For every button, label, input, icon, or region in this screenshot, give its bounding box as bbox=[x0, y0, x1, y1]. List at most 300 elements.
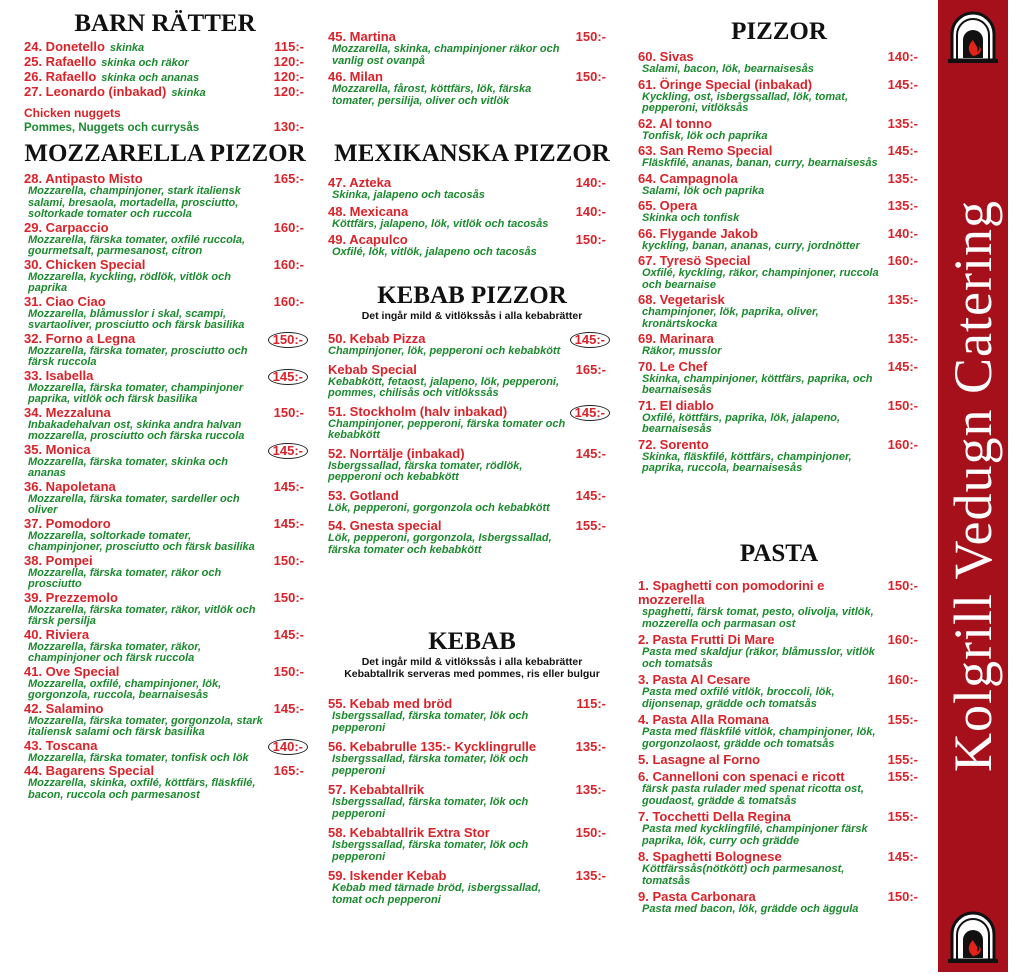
item-price: 135:- bbox=[575, 739, 606, 754]
oven-icon bbox=[944, 4, 1002, 64]
item-name: 30. Chicken Special bbox=[24, 256, 146, 272]
menu-item bbox=[638, 117, 924, 143]
menu-item-row bbox=[328, 826, 612, 840]
item-name: 7. Tocchetti Della Regina bbox=[638, 809, 791, 824]
item-desc: Kyckling, ost, isbergssallad, lök, tomat, pepperoni, vitlöksås bbox=[642, 90, 849, 114]
item-price: 165:- bbox=[273, 763, 304, 778]
item-price: 135:- bbox=[887, 198, 918, 213]
item-desc: Isbergssallad, färska tomater, lök och pepperoni bbox=[332, 753, 529, 777]
item-inline-desc: skinka bbox=[171, 87, 206, 99]
menu-item-row bbox=[24, 517, 310, 531]
item-price: 130:- bbox=[273, 119, 304, 134]
item-price: 120:- bbox=[273, 84, 304, 99]
item-desc: Mozzarella, färska tomater, räkor, vitlök och färsk persilja bbox=[28, 603, 256, 627]
item-price: 140:- bbox=[887, 49, 918, 64]
menu-item-row bbox=[328, 176, 612, 190]
item-price: 155:- bbox=[575, 518, 606, 533]
menu-item bbox=[24, 258, 310, 295]
side-banner bbox=[938, 0, 1008, 972]
menu-item bbox=[638, 713, 924, 750]
item-desc: Mozzarella, färska tomater, prosciutto och färsk ruccola bbox=[28, 344, 248, 368]
menu-item bbox=[24, 85, 310, 100]
item-name: 57. Kebabtallrik bbox=[328, 782, 425, 797]
menu-item-row bbox=[638, 360, 924, 374]
menu-item-row bbox=[24, 40, 310, 55]
kebabpizza-list bbox=[328, 332, 612, 561]
item-price: 150:- bbox=[887, 578, 918, 593]
item-desc: Pasta med skaldjur (räkor, blåmusslor, vitlök och tomatsås bbox=[642, 646, 875, 670]
item-price: 140:- bbox=[887, 225, 918, 241]
menu-item bbox=[328, 869, 612, 906]
menu-item bbox=[638, 673, 924, 710]
menu-item-row bbox=[24, 295, 310, 309]
item-name: 71. El diablo bbox=[638, 397, 714, 413]
item-name: Kebab Special bbox=[328, 361, 417, 377]
item-price: 150:- bbox=[575, 825, 606, 840]
item-price: 150:- bbox=[268, 332, 308, 348]
item-price: 135:- bbox=[887, 170, 918, 186]
item-name: 26. Rafaello bbox=[24, 69, 97, 84]
item-desc: Kebabkött, fetaost, jalapeno, lök, pepperoni, pommes, chilisås och vitlökssås bbox=[328, 375, 560, 399]
menu-item bbox=[638, 438, 924, 475]
item-desc: Mozzarella, färska tomater, skinka och ananas bbox=[28, 455, 228, 479]
menu-item-row bbox=[638, 144, 924, 158]
item-desc: Mozzarella, skinka, champinjoner räkor och vanlig ost ovanpå bbox=[332, 43, 560, 67]
item-price: 155:- bbox=[887, 809, 918, 824]
item-desc: Inbakadehalvan ost, skinka andra halvan mozzarella, prosciutto och färska ruccola bbox=[28, 418, 245, 442]
item-desc: Skinka, jalapeno och tacosås bbox=[332, 189, 485, 201]
item-desc: Isbergssallad, färska tomater, lök och pepperoni bbox=[332, 710, 529, 734]
item-price: 160:- bbox=[273, 293, 304, 309]
item-price: 145:- bbox=[273, 700, 304, 716]
item-price: 120:- bbox=[273, 69, 304, 84]
menu-item bbox=[24, 764, 310, 801]
menu-item-row bbox=[638, 227, 924, 241]
menu-item bbox=[638, 332, 924, 358]
item-desc: Mozzarella, fårost, köttfärs, lök, färska tomater, persilija, oliver och vitlök bbox=[332, 83, 532, 107]
item-name: 46. Milan bbox=[328, 69, 383, 84]
item-name: 25. Rafaello bbox=[24, 54, 97, 69]
item-desc: Mozzarella, blåmusslor i skal, scampi, svartaoliver, prosciutto och färsk basilika bbox=[28, 307, 245, 331]
menu-item-row bbox=[328, 869, 612, 883]
item-name: 66. Flygande Jakob bbox=[638, 225, 758, 241]
item-price: 150:- bbox=[575, 29, 606, 44]
item-desc: Mozzarella, champinjoner, stark italiensk salami, bresaola, mortadella, prosciutto, soltorkade tomater och ruccola bbox=[28, 185, 241, 220]
menu-item bbox=[638, 850, 924, 887]
item-price: 155:- bbox=[887, 769, 918, 784]
item-price: 145:- bbox=[887, 358, 918, 374]
pasta-list bbox=[638, 579, 924, 919]
item-name: 29. Carpaccio bbox=[24, 219, 109, 235]
menu-item-row bbox=[24, 628, 310, 642]
menu-item-row bbox=[328, 740, 612, 754]
pizzor-list bbox=[638, 50, 924, 477]
item-name: 38. Pompei bbox=[24, 552, 93, 568]
menu-item bbox=[638, 890, 924, 916]
menu-item bbox=[638, 144, 924, 170]
item-name: 59. Iskender Kebab bbox=[328, 868, 447, 883]
menu-item-row bbox=[24, 764, 310, 778]
item-price: 160:- bbox=[887, 436, 918, 452]
menu-item-row bbox=[638, 254, 924, 268]
item-desc: Mozzarella, färska tomater, champinjoner paprika, vitlök och färsk basilika bbox=[28, 381, 244, 405]
item-name: 67. Tyresö Special bbox=[638, 253, 751, 268]
item-desc: Fläskfilé, ananas, banan, curry, bearnaisesås bbox=[642, 157, 878, 169]
menu-item-row bbox=[638, 399, 924, 413]
item-desc: Mozzarella, oxfilé, champinjoner, lök, gorgonzola, ruccola, bearnaisesås bbox=[28, 677, 222, 701]
menu-item bbox=[24, 628, 310, 665]
item-name: 3. Pasta Al Cesare bbox=[638, 672, 751, 687]
menu-item bbox=[24, 702, 310, 739]
item-name: 61. Öringe Special (inbakad) bbox=[638, 76, 813, 92]
section-title-pasta: PASTA bbox=[739, 540, 819, 567]
menu-item-row bbox=[638, 293, 924, 307]
menu-item-row bbox=[24, 172, 310, 186]
item-desc: Mozzarella, färska tomater, oxfilé ruccola, gourmetsalt, parmesanost, citron bbox=[28, 233, 246, 257]
item-name: 68. Vegetarisk bbox=[638, 292, 725, 307]
menu-item-row bbox=[328, 447, 612, 461]
item-desc: Isbergssallad, färska tomater, lök och pepperoni bbox=[332, 796, 529, 820]
menu-item bbox=[328, 519, 612, 556]
item-price: 145:- bbox=[273, 626, 304, 642]
item-desc: Oxfilé, lök, vitlök, jalapeno och tacosås bbox=[332, 246, 537, 258]
item-price: 145:- bbox=[575, 445, 606, 461]
menu-item-row bbox=[24, 258, 310, 272]
item-name: 42. Salamino bbox=[24, 700, 104, 716]
item-price: 160:- bbox=[887, 672, 918, 687]
menu-item-row bbox=[638, 332, 924, 346]
menu-item bbox=[638, 360, 924, 397]
item-name: 70. Le Chef bbox=[638, 358, 708, 374]
item-name: 48. Mexicana bbox=[328, 203, 409, 219]
item-price: 160:- bbox=[887, 632, 918, 647]
menu-item-row bbox=[638, 199, 924, 213]
menu-item-row bbox=[24, 406, 310, 420]
item-price: 145:- bbox=[570, 332, 610, 348]
menu-item-row bbox=[638, 579, 924, 607]
item-name: 51. Stockholm (halv inbakad) bbox=[328, 403, 508, 419]
item-price: 120:- bbox=[273, 54, 304, 69]
item-price: 115:- bbox=[576, 696, 606, 711]
menu-item-row bbox=[638, 673, 924, 687]
menu-item-row bbox=[638, 810, 924, 824]
item-price: 135:- bbox=[887, 292, 918, 307]
item-price: 140:- bbox=[575, 175, 606, 190]
section-title-pizzor: PIZZOR bbox=[731, 18, 827, 45]
item-name: 35. Monica bbox=[24, 441, 91, 457]
mozzarella-list bbox=[24, 172, 310, 801]
nuggets-item bbox=[24, 106, 310, 135]
menu-item-row bbox=[24, 702, 310, 716]
menu-item bbox=[638, 199, 924, 225]
item-price: 150:- bbox=[273, 552, 304, 568]
item-name: 47. Azteka bbox=[328, 175, 392, 190]
item-price: 145:- bbox=[887, 76, 918, 92]
item-price: 145:- bbox=[273, 515, 304, 531]
item-desc: champinjoner, lök, paprika, oliver, kronärtskocka bbox=[642, 306, 819, 330]
item-name: 28. Antipasto Misto bbox=[24, 171, 143, 186]
menu-item bbox=[328, 30, 612, 67]
section-title-mexikanska: MEXIKANSKA PIZZOR bbox=[334, 140, 610, 167]
item-desc: Pasta med bacon, lök, grädde och äggula bbox=[642, 903, 859, 915]
menu-item-row bbox=[24, 665, 310, 679]
item-name: 65. Opera bbox=[638, 198, 698, 213]
item-price: 155:- bbox=[887, 752, 918, 767]
item-name: 31. Ciao Ciao bbox=[24, 293, 106, 309]
item-desc: Räkor, musslor bbox=[642, 345, 722, 357]
item-desc: spaghetti, färsk tomat, pesto, olivolja, vitlök, mozzerella och parmasan ost bbox=[642, 606, 874, 630]
item-desc: Salami, lök och paprika bbox=[642, 184, 765, 197]
menu-item bbox=[24, 517, 310, 554]
item-name: 1. Spaghetti con pomodorini e mozzerella bbox=[638, 578, 825, 607]
menu-item-row bbox=[24, 591, 310, 605]
menu-item bbox=[24, 443, 310, 480]
item-desc: Köttfärssås(nötkött) och parmesanost, tomatsås bbox=[642, 863, 845, 887]
menu-item bbox=[24, 406, 310, 443]
menu-item-row bbox=[328, 363, 612, 377]
menu-item-row bbox=[638, 770, 924, 784]
item-name: 52. Norrtälje (inbakad) bbox=[328, 445, 465, 461]
item-name: 72. Sorento bbox=[638, 436, 709, 452]
item-desc: Skinka, champinjoner, köttfärs, paprika, och bearnaisesås bbox=[642, 372, 873, 396]
item-name: 58. Kebabtallrik Extra Stor bbox=[328, 825, 490, 840]
item-name: 2. Pasta Frutti Di Mare bbox=[638, 632, 775, 647]
item-name: 27. Leonardo (inbakad) bbox=[24, 84, 167, 99]
item-name: 63. San Remo Special bbox=[638, 143, 773, 158]
item-price: 145:- bbox=[570, 405, 610, 421]
kebabpizza-note: Det ingår mild & vitlökssås i alla kebabrätter bbox=[361, 310, 583, 322]
item-desc: Isbergssallad, färska tomater, rödlök, pepperoni och kebabkött bbox=[328, 459, 523, 483]
item-name: 5. Lasagne al Forno bbox=[638, 752, 761, 767]
item-desc: Lök, pepperoni, gorgonzola och kebabkött bbox=[328, 501, 550, 514]
item-name: 44. Bagarens Special bbox=[24, 763, 155, 778]
item-desc: Kebab med tärnade bröd, isbergssallad, tomat och pepperoni bbox=[332, 882, 542, 906]
item-price: 135:- bbox=[575, 868, 606, 883]
item-price: 165:- bbox=[575, 361, 606, 377]
menu-item bbox=[638, 753, 924, 767]
menu-item bbox=[638, 579, 924, 630]
item-name: 43. Toscana bbox=[24, 737, 98, 753]
item-price: 145:- bbox=[887, 849, 918, 864]
menu-item-row bbox=[328, 30, 612, 44]
item-inline-desc: skinka och ananas bbox=[101, 72, 200, 84]
menu-item bbox=[24, 55, 310, 70]
menu-item bbox=[328, 176, 612, 202]
item-name: 41. Ove Special bbox=[24, 663, 120, 679]
menu-item-row bbox=[638, 713, 924, 727]
item-price: 150:- bbox=[887, 889, 918, 904]
menu-item bbox=[638, 293, 924, 330]
menu-item-row bbox=[638, 117, 924, 131]
item-name: 34. Mezzaluna bbox=[24, 404, 111, 420]
menu-item bbox=[328, 826, 612, 863]
item-desc: Mozzarella, färska tomater, tonfisk och lök bbox=[28, 751, 249, 764]
item-desc: Tonfisk, lök och paprika bbox=[642, 129, 768, 142]
kebab-list bbox=[328, 697, 612, 912]
item-desc: Lök, pepperoni, gorgonzola, Isbergssallad, färska tomater och kebabkött bbox=[328, 532, 552, 556]
item-name: 62. Al tonno bbox=[638, 115, 712, 131]
item-desc: Mozzarella, soltorkade tomater, champinjoner, prosciutto och färsk basilika bbox=[28, 529, 255, 553]
menu-item bbox=[638, 810, 924, 847]
item-name: 6. Cannelloni con spenaci e ricott bbox=[638, 769, 845, 784]
item-desc: Skinka och tonfisk bbox=[642, 212, 740, 224]
menu-item bbox=[328, 783, 612, 820]
menu-item bbox=[24, 369, 310, 406]
item-desc: Isbergssallad, färska tomater, lök och pepperoni bbox=[332, 839, 529, 863]
menu-item bbox=[328, 740, 612, 777]
menu-item bbox=[328, 447, 612, 484]
item-name: 49. Acapulco bbox=[328, 232, 408, 247]
menu-item-row bbox=[24, 221, 310, 235]
menu-item-row bbox=[328, 489, 612, 503]
kebab-note-2: Kebabtallrik serveras med pommes, ris eller bulgur bbox=[344, 668, 600, 680]
menu-item bbox=[328, 70, 612, 107]
item-name: Chicken nuggets bbox=[24, 106, 121, 120]
menu-item bbox=[638, 172, 924, 198]
menu-item bbox=[638, 50, 924, 76]
item-desc: Champinjoner, lök, pepperoni och kebabkött bbox=[328, 345, 561, 357]
item-price: 140:- bbox=[268, 739, 308, 755]
item-desc: Köttfärs, jalapeno, lök, vitlök och tacosås bbox=[332, 217, 549, 230]
menu-item bbox=[24, 591, 310, 628]
menu-item-row bbox=[638, 850, 924, 864]
item-price: 150:- bbox=[273, 663, 304, 679]
menu-item bbox=[638, 770, 924, 807]
menu-item-row bbox=[328, 205, 612, 219]
menu-item-row bbox=[328, 783, 612, 797]
menu-item-row bbox=[638, 753, 924, 767]
item-desc: Salami, bacon, lök, bearnaisesås bbox=[642, 63, 814, 75]
item-price: 135:- bbox=[887, 115, 918, 131]
section-title-kebabpizza: KEBAB PIZZOR bbox=[377, 282, 567, 309]
item-desc: Mozzarella, färska tomater, sardeller och oliver bbox=[28, 492, 240, 516]
item-desc: Mozzarella, skinka, oxfilé, köttfärs, fläskfilé, bacon, ruccola och parmesanost bbox=[28, 777, 256, 801]
menu-item-row bbox=[24, 85, 310, 100]
menu-item-row bbox=[24, 70, 310, 85]
item-desc: Pasta med fläskfilé vitlök, champinjoner, lök, gorgonzolaost, grädde och tomatsås bbox=[642, 726, 876, 750]
menu-item bbox=[24, 172, 310, 221]
item-price: 150:- bbox=[575, 69, 606, 84]
menu-item-row bbox=[328, 519, 612, 533]
item-name: 50. Kebab Pizza bbox=[328, 331, 426, 346]
item-name: 56. Kebabrulle 135:- Kycklingrulle bbox=[328, 739, 537, 754]
item-name: 60. Sivas bbox=[638, 49, 694, 64]
item-desc: Mozzarella, färska tomater, räkor och prosciutto bbox=[28, 566, 222, 590]
menu-item-row bbox=[638, 172, 924, 186]
menu-item bbox=[328, 233, 612, 259]
menu-item bbox=[328, 205, 612, 231]
menu-item bbox=[24, 665, 310, 702]
item-price: 145:- bbox=[268, 443, 308, 459]
menu-item bbox=[24, 221, 310, 258]
menu-item bbox=[24, 332, 310, 369]
item-name: 33. Isabella bbox=[24, 367, 94, 383]
menu-item-row bbox=[638, 78, 924, 92]
menu-item bbox=[24, 739, 310, 765]
item-price: 150:- bbox=[273, 589, 304, 605]
menu-item bbox=[24, 70, 310, 85]
item-name: 9. Pasta Carbonara bbox=[638, 889, 756, 904]
menu-item bbox=[638, 78, 924, 115]
item-desc: Mozzarella, kyckling, rödlök, vitlök och paprika bbox=[28, 270, 231, 294]
item-inline-desc: skinka och räkor bbox=[101, 57, 189, 69]
item-name: 64. Campagnola bbox=[638, 170, 738, 186]
menu-item bbox=[638, 399, 924, 436]
item-price: 165:- bbox=[273, 171, 304, 186]
item-desc: Oxfilé, kyckling, räkor, champinjoner, ruccola och bearnaise bbox=[642, 267, 879, 291]
mexikanska-list bbox=[328, 176, 612, 262]
section-title-barn: BARN RÄTTER bbox=[74, 10, 256, 37]
menu-item-row bbox=[24, 554, 310, 568]
item-name: 45. Martina bbox=[328, 29, 396, 44]
item-desc: Skinka, fläskfilé, köttfärs, champinjoner, paprika, ruccola, bearnaisesås bbox=[642, 450, 852, 474]
item-price: 155:- bbox=[887, 712, 918, 727]
section-title-mozzarella: MOZZARELLA PIZZOR bbox=[24, 140, 306, 167]
item-name: 39. Prezzemolo bbox=[24, 589, 118, 605]
menu-item-row bbox=[638, 438, 924, 452]
item-price: 150:- bbox=[887, 397, 918, 413]
menu-item bbox=[638, 227, 924, 253]
menu-item-row bbox=[638, 633, 924, 647]
item-price: 145:- bbox=[887, 143, 918, 158]
item-name: 32. Forno a Legna bbox=[24, 330, 136, 346]
item-desc: Oxfilé, köttfärs, paprika, lök, jalapeno, bearnaisesås bbox=[642, 411, 841, 435]
item-price: 135:- bbox=[575, 782, 606, 797]
item-price: 135:- bbox=[887, 331, 918, 346]
item-name: 53. Gotland bbox=[328, 487, 399, 503]
item-inline-desc: skinka bbox=[109, 42, 145, 54]
menu-item bbox=[328, 489, 612, 515]
item-price: 150:- bbox=[575, 232, 606, 247]
item-name: 24. Donetello bbox=[24, 39, 105, 54]
menu-item bbox=[24, 554, 310, 591]
item-desc: Mozzarella, färska tomater, räkor, champinjoner och färsk ruccola bbox=[28, 640, 202, 664]
menu-item bbox=[24, 295, 310, 332]
item-price: 160:- bbox=[887, 253, 918, 268]
item-desc: färsk pasta rulader med spenat ricotta ost, goudaost, grädde & tomatsås bbox=[642, 783, 864, 807]
item-name: 55. Kebab med bröd bbox=[328, 696, 453, 711]
section-title-kebab: KEBAB bbox=[428, 628, 516, 655]
item-name: 40. Riviera bbox=[24, 626, 90, 642]
item-desc: kyckling, banan, ananas, curry, jordnötter bbox=[642, 239, 860, 252]
item-name: 37. Pomodoro bbox=[24, 515, 111, 531]
item-desc: Champinjoner, pepperoni, färska tomater och kebabkött bbox=[328, 417, 566, 441]
item-price: 140:- bbox=[575, 203, 606, 219]
item-price: 160:- bbox=[273, 256, 304, 272]
menu-item bbox=[328, 697, 612, 734]
item-name: 69. Marinara bbox=[638, 331, 714, 346]
menu-item bbox=[638, 254, 924, 291]
menu-item bbox=[24, 480, 310, 517]
banner-title: Kolgrill Vedugn Catering bbox=[943, 200, 1003, 772]
item-desc: Pommes, Nuggets och currysås bbox=[24, 122, 200, 134]
menu-item-row bbox=[328, 233, 612, 247]
item-price: 145:- bbox=[273, 478, 304, 494]
item-name: 54. Gnesta special bbox=[328, 518, 442, 533]
item-price: 160:- bbox=[273, 219, 304, 235]
pizza-list-top bbox=[328, 30, 612, 110]
menu-item bbox=[24, 40, 310, 55]
menu-item-row bbox=[328, 70, 612, 84]
item-name: 36. Napoletana bbox=[24, 478, 116, 494]
menu-item-row bbox=[638, 890, 924, 904]
item-price: 150:- bbox=[273, 404, 304, 420]
menu-item-row bbox=[24, 480, 310, 494]
item-desc: Pasta med oxfilé vitlök, broccoli, lök, dijonsenap, grädde och tomatsås bbox=[642, 686, 835, 710]
menu-item bbox=[638, 633, 924, 670]
item-price: 145:- bbox=[575, 487, 606, 503]
item-name: 4. Pasta Alla Romana bbox=[638, 712, 770, 727]
